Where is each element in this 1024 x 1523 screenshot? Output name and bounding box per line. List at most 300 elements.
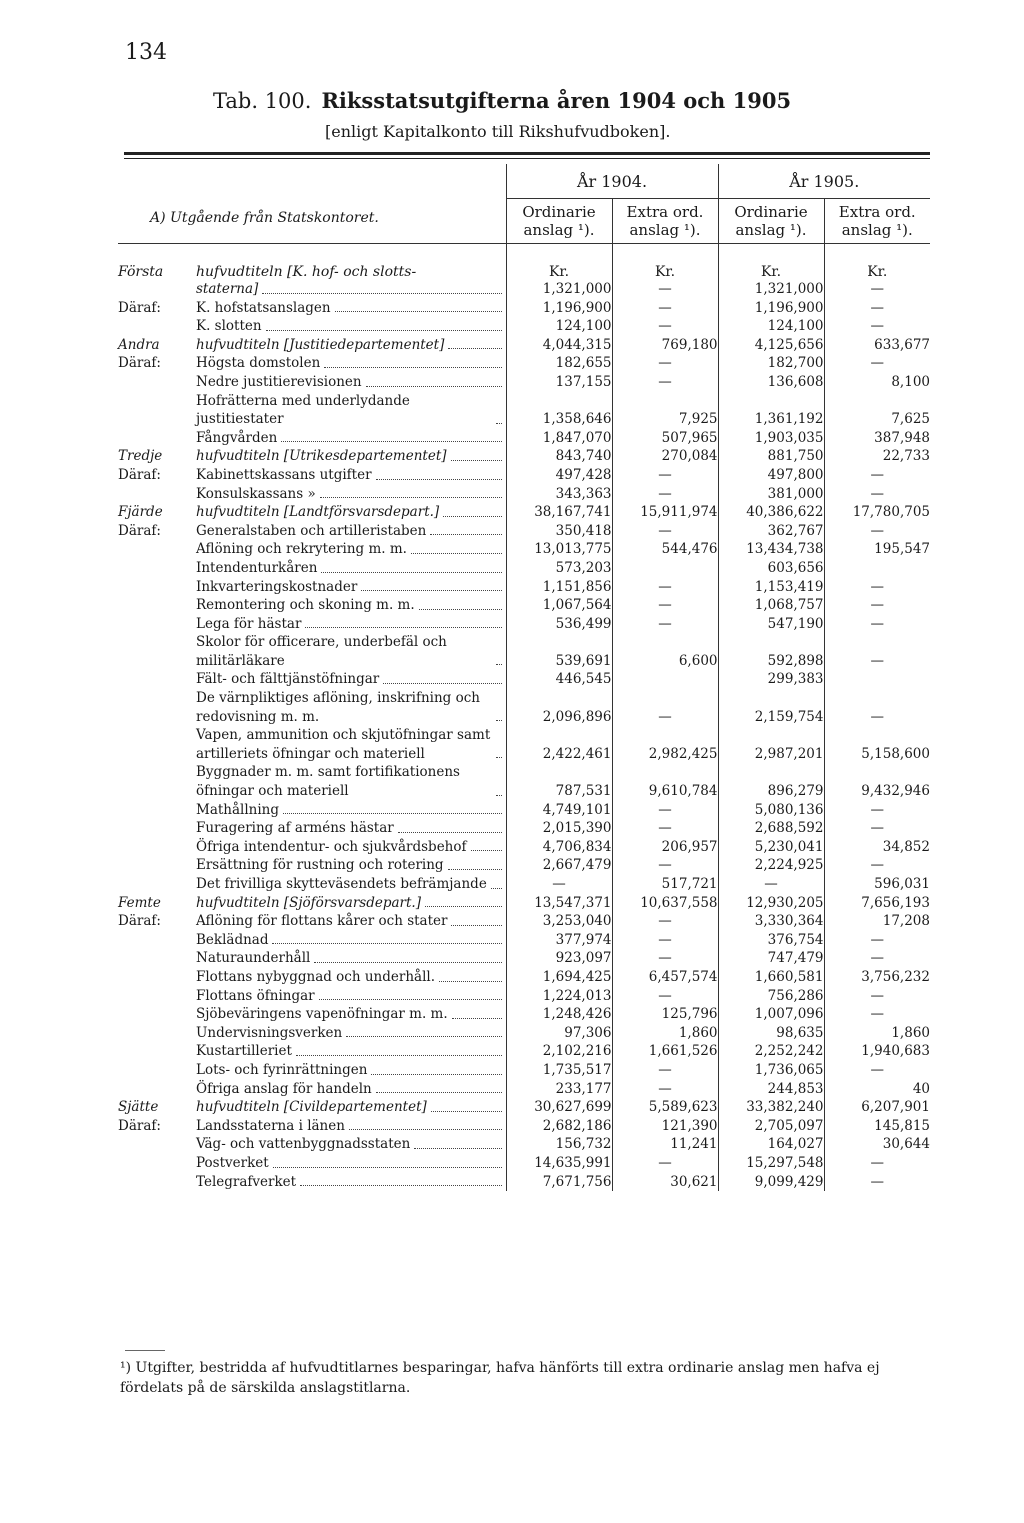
value-cell: 1,661,526 bbox=[612, 1042, 718, 1061]
row-label-cell bbox=[118, 1117, 506, 1136]
row-label: Konsulskassans » bbox=[196, 485, 316, 502]
dot-leader bbox=[366, 386, 502, 387]
row-label-cell bbox=[118, 1042, 506, 1061]
table-row bbox=[118, 1042, 930, 1061]
dot-leader bbox=[496, 423, 502, 424]
table-row bbox=[118, 615, 930, 634]
row-label: Lega för hästar bbox=[196, 615, 302, 632]
first-heading-cell bbox=[118, 244, 506, 281]
value-cell: — bbox=[612, 317, 718, 336]
table-row bbox=[118, 801, 930, 820]
value-cell: 7,656,193 bbox=[824, 894, 930, 913]
table-row bbox=[118, 447, 930, 466]
value-cell: 156,732 bbox=[506, 1135, 612, 1154]
row-prefix bbox=[118, 949, 196, 968]
row-label: Fångvården bbox=[196, 429, 278, 446]
dot-leader bbox=[430, 534, 501, 535]
row-label: Det frivilliga skytteväsendets befrämjande bbox=[196, 876, 487, 892]
value-cell: 233,177 bbox=[506, 1080, 612, 1099]
table-row bbox=[118, 763, 930, 800]
table-row bbox=[118, 968, 930, 987]
value-cell: — bbox=[824, 819, 930, 838]
table-row bbox=[118, 299, 930, 318]
value-cell: — bbox=[824, 689, 930, 726]
value-cell: 136,608 bbox=[718, 373, 824, 392]
row-prefix: Fjärde bbox=[118, 504, 163, 521]
value-cell: 3,756,232 bbox=[824, 968, 930, 987]
row-label: Byggnader m. m. samt fortifikationens öfningar och materiell bbox=[196, 764, 460, 800]
row-prefix bbox=[118, 578, 196, 597]
value-cell: 1,196,900 bbox=[506, 299, 612, 318]
row-label: Postverket bbox=[196, 1154, 269, 1171]
value-cell: 787,531 bbox=[506, 763, 612, 800]
value-cell: 843,740 bbox=[506, 447, 612, 466]
row-prefix bbox=[118, 763, 196, 800]
header-rule-thick bbox=[124, 152, 930, 155]
table-row bbox=[118, 1154, 930, 1173]
value-cell: 2,252,242 bbox=[718, 1042, 824, 1061]
value-cell: — bbox=[824, 522, 930, 541]
value-cell: 1,068,757 bbox=[718, 596, 824, 615]
row-label: Naturaunderhåll bbox=[196, 950, 311, 967]
row-label-cell bbox=[118, 1005, 506, 1024]
value-cell: 923,097 bbox=[506, 949, 612, 968]
value-cell: — bbox=[824, 299, 930, 318]
value-cell: 7,671,756 bbox=[506, 1173, 612, 1192]
row-prefix bbox=[118, 1005, 196, 1024]
row-label: Remontering och skoning m. m. bbox=[196, 597, 415, 614]
table-row bbox=[118, 726, 930, 763]
value-cell: 98,635 bbox=[718, 1024, 824, 1043]
value-cell: 747,479 bbox=[718, 949, 824, 968]
value-cell: 573,203 bbox=[506, 559, 612, 578]
value-cell bbox=[612, 670, 718, 689]
value-cell: 1,358,646 bbox=[506, 392, 612, 429]
row-label-cell bbox=[118, 354, 506, 373]
value-cell: 124,100 bbox=[718, 317, 824, 336]
value-cell: 9,099,429 bbox=[718, 1173, 824, 1192]
unit-label: Kr. bbox=[612, 244, 718, 281]
value-cell: — bbox=[612, 373, 718, 392]
value-cell: 2,102,216 bbox=[506, 1042, 612, 1061]
row-prefix bbox=[118, 317, 196, 336]
row-label-cell bbox=[118, 485, 506, 504]
row-label-cell bbox=[118, 968, 506, 987]
value-cell: — bbox=[824, 1005, 930, 1024]
value-cell: 2,422,461 bbox=[506, 726, 612, 763]
value-cell: 137,155 bbox=[506, 373, 612, 392]
dot-leader bbox=[273, 1167, 502, 1168]
dot-leader bbox=[452, 1018, 502, 1019]
row-prefix: Däraf: bbox=[118, 1117, 161, 1134]
value-cell: 1,735,517 bbox=[506, 1061, 612, 1080]
dot-leader bbox=[425, 906, 502, 907]
dot-leader bbox=[491, 888, 502, 889]
value-cell: 507,965 bbox=[612, 429, 718, 448]
value-cell: 30,627,699 bbox=[506, 1098, 612, 1117]
dot-leader bbox=[448, 869, 502, 870]
table-row bbox=[118, 280, 930, 299]
dot-leader bbox=[320, 497, 502, 498]
row-label-cell bbox=[118, 1173, 506, 1192]
value-cell: 1,321,000 bbox=[718, 280, 824, 299]
value-cell: 1,067,564 bbox=[506, 596, 612, 615]
value-cell: — bbox=[824, 931, 930, 950]
row-label: Aflöning och rekrytering m. m. bbox=[196, 541, 407, 558]
row-prefix bbox=[118, 540, 196, 559]
dot-leader bbox=[376, 1092, 502, 1093]
table-row bbox=[118, 856, 930, 875]
table-row bbox=[118, 838, 930, 857]
value-cell: — bbox=[824, 485, 930, 504]
dot-leader bbox=[496, 795, 502, 796]
footnote-separator bbox=[125, 1350, 165, 1351]
row-label: Nedre justitierevisionen bbox=[196, 373, 362, 390]
row-label-cell bbox=[118, 578, 506, 597]
row-prefix bbox=[118, 987, 196, 1006]
value-cell: 30,644 bbox=[824, 1135, 930, 1154]
value-cell: 377,974 bbox=[506, 931, 612, 950]
value-cell: 536,499 bbox=[506, 615, 612, 634]
value-cell: 4,125,656 bbox=[718, 336, 824, 355]
dot-leader bbox=[383, 683, 501, 684]
table-row bbox=[118, 317, 930, 336]
value-cell: 15,297,548 bbox=[718, 1154, 824, 1173]
row-label-cell bbox=[118, 299, 506, 318]
value-cell: — bbox=[612, 1080, 718, 1099]
row-label: K. hofstatsanslagen bbox=[196, 299, 331, 316]
row-label: Ersättning för rustning och rotering bbox=[196, 857, 444, 874]
row-prefix bbox=[118, 392, 196, 429]
row-label-cell bbox=[118, 392, 506, 429]
dot-leader bbox=[448, 348, 501, 349]
table-row bbox=[118, 485, 930, 504]
table-row bbox=[118, 633, 930, 670]
value-cell: 1,847,070 bbox=[506, 429, 612, 448]
value-cell: — bbox=[612, 931, 718, 950]
row-label-cell bbox=[118, 373, 506, 392]
row-label: K. slotten bbox=[196, 318, 262, 335]
table-row bbox=[118, 392, 930, 429]
value-cell: 3,253,040 bbox=[506, 912, 612, 931]
row-label: Mathållning bbox=[196, 801, 280, 818]
row-label-cell bbox=[118, 801, 506, 820]
value-cell: 633,677 bbox=[824, 336, 930, 355]
value-cell: 9,432,946 bbox=[824, 763, 930, 800]
table-row bbox=[118, 1117, 930, 1136]
value-cell: 1,736,065 bbox=[718, 1061, 824, 1080]
table-row bbox=[118, 670, 930, 689]
value-cell: 11,241 bbox=[612, 1135, 718, 1154]
row-prefix: Däraf: bbox=[118, 355, 161, 372]
dot-leader bbox=[361, 590, 501, 591]
row-label: Skolor för officerare, underbefäl och militärläkare bbox=[196, 634, 447, 669]
row-label: hufvudtiteln [Justitiedepartementet] bbox=[196, 336, 445, 353]
dot-leader bbox=[496, 664, 502, 665]
year-header-row bbox=[118, 164, 930, 199]
row-prefix bbox=[118, 801, 196, 820]
table-row bbox=[118, 540, 930, 559]
value-cell: 1,860 bbox=[824, 1024, 930, 1043]
value-cell: 769,180 bbox=[612, 336, 718, 355]
value-cell: — bbox=[612, 949, 718, 968]
table-row bbox=[118, 522, 930, 541]
row-label: Kustartilleriet bbox=[196, 1043, 292, 1060]
row-label-cell bbox=[118, 875, 506, 894]
value-cell: 2,224,925 bbox=[718, 856, 824, 875]
value-cell: 4,044,315 bbox=[506, 336, 612, 355]
value-cell: 17,780,705 bbox=[824, 503, 930, 522]
value-cell: 896,279 bbox=[718, 763, 824, 800]
value-cell: 2,096,896 bbox=[506, 689, 612, 726]
table-row bbox=[118, 912, 930, 931]
row-label-cell bbox=[118, 1024, 506, 1043]
value-cell: 1,196,900 bbox=[718, 299, 824, 318]
row-label-cell bbox=[118, 1080, 506, 1099]
unit-label: Kr. bbox=[824, 244, 930, 281]
value-cell: 40 bbox=[824, 1080, 930, 1099]
year-header-1904: År 1904. bbox=[506, 164, 718, 199]
table-row bbox=[118, 987, 930, 1006]
table-number: Tab. 100. bbox=[213, 89, 312, 113]
row-prefix: Sjätte bbox=[118, 1099, 159, 1116]
value-cell: — bbox=[506, 875, 612, 894]
section-header-cell bbox=[118, 164, 506, 244]
unit-row bbox=[118, 244, 930, 281]
value-cell: — bbox=[718, 875, 824, 894]
table-row bbox=[118, 1173, 930, 1192]
row-label-cell bbox=[118, 689, 506, 726]
dot-leader bbox=[281, 441, 501, 442]
row-label-cell bbox=[118, 466, 506, 485]
value-cell: 5,158,600 bbox=[824, 726, 930, 763]
value-cell: 1,248,426 bbox=[506, 1005, 612, 1024]
row-label-cell bbox=[118, 819, 506, 838]
row-label-cell bbox=[118, 540, 506, 559]
dot-leader bbox=[371, 1074, 501, 1075]
value-cell: 4,706,834 bbox=[506, 838, 612, 857]
dot-leader bbox=[283, 813, 501, 814]
page-number: 134 bbox=[125, 40, 167, 65]
table-row bbox=[118, 429, 930, 448]
footnote: ¹) Utgifter, bestridda af hufvudtitlarnes besparingar, hafva hänförts till extra ordinarie anslag men hafva ej fördelats på de särskilda anslagstitlarna. bbox=[120, 1360, 880, 1396]
row-label: Vapen, ammunition och skjutöfningar samt artilleriets öfningar och materiell bbox=[196, 727, 491, 762]
value-cell: 6,600 bbox=[612, 633, 718, 670]
value-cell: — bbox=[612, 912, 718, 931]
table-title bbox=[213, 88, 791, 113]
value-cell: — bbox=[612, 522, 718, 541]
row-label: Intendenturkåren bbox=[196, 559, 318, 576]
table-row bbox=[118, 1024, 930, 1043]
dot-leader bbox=[314, 962, 501, 963]
row-label-cell bbox=[118, 838, 506, 857]
row-label-cell bbox=[118, 1061, 506, 1080]
table-row bbox=[118, 466, 930, 485]
value-cell: 596,031 bbox=[824, 875, 930, 894]
row-label: hufvudtiteln [Landtförsvarsdepart.] bbox=[196, 504, 440, 521]
dot-leader bbox=[296, 1055, 502, 1056]
row-prefix: Femte bbox=[118, 894, 161, 911]
row-prefix bbox=[118, 280, 196, 299]
row-label: Sjöbeväringens vapenöfningar m. m. bbox=[196, 1006, 448, 1023]
value-cell: — bbox=[612, 1061, 718, 1080]
row-label: Beklädnad bbox=[196, 931, 269, 948]
row-prefix: Däraf: bbox=[118, 299, 161, 316]
row-prefix bbox=[118, 615, 196, 634]
row-label-cell bbox=[118, 1154, 506, 1173]
table-row bbox=[118, 373, 930, 392]
value-cell: — bbox=[612, 485, 718, 504]
row-label: Öfriga intendentur- och sjukvårdsbehof bbox=[196, 838, 467, 855]
row-label-cell bbox=[118, 912, 506, 931]
table-row bbox=[118, 875, 930, 894]
value-cell: — bbox=[824, 1154, 930, 1173]
table-row bbox=[118, 931, 930, 950]
value-cell: 544,476 bbox=[612, 540, 718, 559]
value-cell: 2,987,201 bbox=[718, 726, 824, 763]
dot-leader bbox=[300, 1185, 501, 1186]
dot-leader bbox=[398, 832, 502, 833]
table-row bbox=[118, 1005, 930, 1024]
dot-leader bbox=[451, 925, 501, 926]
row-prefix: Däraf: bbox=[118, 913, 161, 930]
value-cell: 2,682,186 bbox=[506, 1117, 612, 1136]
row-prefix bbox=[118, 1024, 196, 1043]
row-prefix bbox=[118, 670, 196, 689]
row-label-cell bbox=[118, 763, 506, 800]
row-label: hufvudtiteln [Sjöförsvarsdepart.] bbox=[196, 894, 421, 911]
value-cell: 6,457,574 bbox=[612, 968, 718, 987]
value-cell: 1,321,000 bbox=[506, 280, 612, 299]
value-cell: — bbox=[612, 615, 718, 634]
dot-leader bbox=[431, 1111, 502, 1112]
dot-leader bbox=[451, 460, 502, 461]
row-prefix bbox=[118, 1173, 196, 1192]
row-prefix bbox=[118, 373, 196, 392]
statistics-table bbox=[118, 164, 930, 1191]
value-cell: 7,625 bbox=[824, 392, 930, 429]
value-cell: — bbox=[612, 466, 718, 485]
row-prefix bbox=[118, 856, 196, 875]
row-prefix: Första bbox=[118, 264, 164, 280]
value-cell: 164,027 bbox=[718, 1135, 824, 1154]
value-cell bbox=[612, 559, 718, 578]
value-cell: 299,383 bbox=[718, 670, 824, 689]
value-cell: 1,860 bbox=[612, 1024, 718, 1043]
row-label: Flottans nybyggnad och underhåll. bbox=[196, 968, 435, 985]
value-cell: — bbox=[824, 633, 930, 670]
value-cell: 30,621 bbox=[612, 1173, 718, 1192]
dot-leader bbox=[262, 293, 501, 294]
value-cell: 343,363 bbox=[506, 485, 612, 504]
table-row bbox=[118, 354, 930, 373]
value-cell: 5,080,136 bbox=[718, 801, 824, 820]
value-cell: 22,733 bbox=[824, 447, 930, 466]
row-prefix bbox=[118, 429, 196, 448]
value-cell: — bbox=[824, 1061, 930, 1080]
row-label-cell bbox=[118, 670, 506, 689]
value-cell: 539,691 bbox=[506, 633, 612, 670]
value-cell: — bbox=[612, 299, 718, 318]
dot-leader bbox=[443, 516, 501, 517]
value-cell: 17,208 bbox=[824, 912, 930, 931]
dot-leader bbox=[346, 1036, 501, 1037]
dot-leader bbox=[414, 1148, 501, 1149]
value-cell: 145,815 bbox=[824, 1117, 930, 1136]
year-header-1905: År 1905. bbox=[718, 164, 930, 199]
table-row bbox=[118, 559, 930, 578]
value-cell: 14,635,991 bbox=[506, 1154, 612, 1173]
row-label-cell bbox=[118, 522, 506, 541]
row-label: Generalstaben och artilleristaben bbox=[196, 522, 427, 539]
row-label-cell bbox=[118, 317, 506, 336]
table-row bbox=[118, 819, 930, 838]
value-cell: 1,694,425 bbox=[506, 968, 612, 987]
value-cell: 6,207,901 bbox=[824, 1098, 930, 1117]
row-prefix bbox=[118, 1061, 196, 1080]
value-cell: — bbox=[824, 949, 930, 968]
row-label-cell bbox=[118, 949, 506, 968]
value-cell: 125,796 bbox=[612, 1005, 718, 1024]
value-cell: 182,700 bbox=[718, 354, 824, 373]
table-row bbox=[118, 894, 930, 913]
row-prefix bbox=[118, 838, 196, 857]
row-label: Landsstaterna i länen bbox=[196, 1117, 345, 1134]
value-cell: 33,382,240 bbox=[718, 1098, 824, 1117]
dot-leader bbox=[439, 981, 502, 982]
value-cell: 881,750 bbox=[718, 447, 824, 466]
value-cell: 1,361,192 bbox=[718, 392, 824, 429]
row-label: Telegrafverket bbox=[196, 1173, 297, 1190]
value-cell: 206,957 bbox=[612, 838, 718, 857]
value-cell: 497,800 bbox=[718, 466, 824, 485]
dot-leader bbox=[335, 311, 502, 312]
value-cell: 38,167,741 bbox=[506, 503, 612, 522]
value-cell: 1,224,013 bbox=[506, 987, 612, 1006]
value-cell: 15,911,974 bbox=[612, 503, 718, 522]
row-label: Furagering af arméns hästar bbox=[196, 820, 394, 837]
value-cell: — bbox=[824, 354, 930, 373]
value-cell: 4,749,101 bbox=[506, 801, 612, 820]
value-cell: — bbox=[824, 280, 930, 299]
dot-leader bbox=[321, 572, 501, 573]
row-label: Aflöning för flottans kårer och stater bbox=[196, 913, 448, 930]
value-cell: — bbox=[612, 689, 718, 726]
value-cell: 13,547,371 bbox=[506, 894, 612, 913]
value-cell: 2,705,097 bbox=[718, 1117, 824, 1136]
value-cell: 1,153,419 bbox=[718, 578, 824, 597]
table-row bbox=[118, 689, 930, 726]
header-rule-thin bbox=[124, 158, 930, 159]
value-cell: 9,610,784 bbox=[612, 763, 718, 800]
value-cell: 756,286 bbox=[718, 987, 824, 1006]
row-prefix bbox=[118, 633, 196, 670]
column-header: Extra ord. anslag ¹). bbox=[824, 199, 930, 244]
row-label-cell bbox=[118, 856, 506, 875]
value-cell: 124,100 bbox=[506, 317, 612, 336]
row-prefix: Däraf: bbox=[118, 522, 161, 539]
value-cell: 8,100 bbox=[824, 373, 930, 392]
value-cell: — bbox=[612, 1154, 718, 1173]
value-cell: 40,386,622 bbox=[718, 503, 824, 522]
value-cell: 121,390 bbox=[612, 1117, 718, 1136]
value-cell: 2,015,390 bbox=[506, 819, 612, 838]
table-row bbox=[118, 1080, 930, 1099]
row-prefix bbox=[118, 1042, 196, 1061]
value-cell: — bbox=[612, 856, 718, 875]
row-label: staterna] bbox=[196, 281, 259, 297]
row-label-cell bbox=[118, 503, 506, 522]
